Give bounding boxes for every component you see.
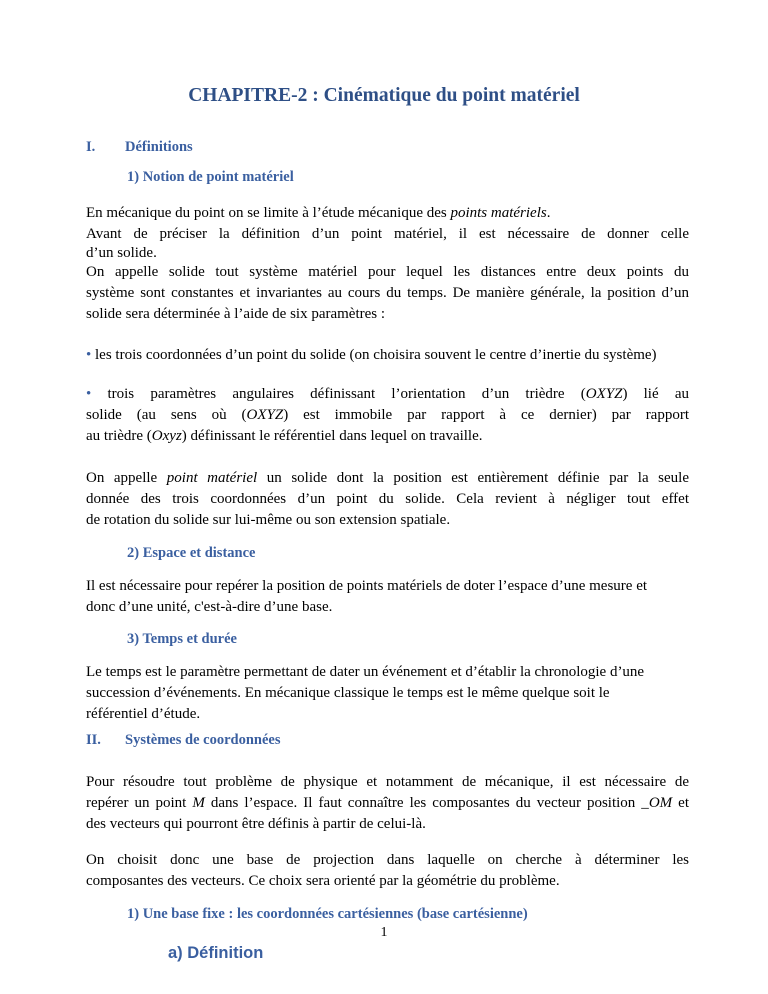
- text-line: donnée des trois coordonnées d’un point du solide. Cela revient à négliger tout effet: [86, 491, 689, 507]
- text-line: système sont constantes et invariantes au cours du temps. De manière générale, la position d’un: [86, 285, 689, 301]
- text-line: composantes des vecteurs. Ce choix sera orienté par la géométrie du problème.: [86, 873, 560, 889]
- section-title: Définitions: [125, 139, 193, 155]
- bullet-item-angles: [86, 384, 689, 447]
- text-line: de rotation du solide sur lui-même ou son extension spatiale.: [86, 512, 451, 528]
- bullet-item-coordinates: [86, 345, 689, 366]
- subsection-heading-base-fixe: 1) Une base fixe : les coordonnées cartésiennes (base cartésienne): [127, 906, 528, 922]
- text-line: • les trois coordonnées d’un point du solide (on choisira souvent le centre d’inertie du système): [86, 347, 657, 363]
- text-line: En mécanique du point on se limite à l’étude mécanique des points matériels.: [86, 205, 551, 221]
- text-line: solide sera déterminée à l’aide de six paramètres :: [86, 306, 386, 322]
- text-line: des vecteurs qui pourront être définis à partir de celui-là.: [86, 816, 426, 832]
- text-line: référentiel d’étude.: [86, 706, 201, 722]
- section-title: Systèmes de coordonnées: [125, 732, 281, 748]
- text-line: d’un solide.: [86, 245, 157, 261]
- text-line: On appelle solide tout système matériel pour lequel les distances entre deux points du: [86, 264, 689, 280]
- text-line: au trièdre (Oxyz) définissant le référentiel dans lequel on travaille.: [86, 428, 483, 444]
- paragraph-definition-point-materiel: [86, 468, 689, 531]
- paragraph-espace: [86, 576, 689, 618]
- text-line: Pour résoudre tout problème de physique et notamment de mécanique, il est nécessaire de: [86, 774, 689, 790]
- bullet-icon: •: [86, 347, 92, 363]
- text-line: Il est nécessaire pour repérer la position de points matériels de doter l’espace d’une mesure et: [86, 578, 648, 594]
- paragraph-intro: [86, 203, 689, 325]
- text-line: donc d’une unité, c'est-à-dire d’une base.: [86, 599, 333, 615]
- page-number: 1: [380, 925, 388, 940]
- text-line: • trois paramètres angulaires définissant l’orientation d’un trièdre (OXYZ) lié au: [86, 386, 689, 402]
- text-line: repérer un point M dans l’espace. Il faut connaître les composantes du vecteur position _OM et: [86, 795, 689, 811]
- paragraph-temps: [86, 662, 689, 725]
- subsection-heading-temps: 3) Temps et durée: [127, 631, 237, 647]
- subsubsection-heading-definition: a) Définition: [168, 944, 264, 962]
- paragraph-base-projection: [86, 850, 689, 892]
- text-line: succession d’événements. En mécanique classique le temps est le même quelque soit le: [86, 685, 610, 701]
- text-line: Avant de préciser la définition d’un point matériel, il est nécessaire de donner celle: [86, 226, 689, 242]
- text-line: solide (au sens où (OXYZ) est immobile par rapport à ce dernier) par rapport: [86, 407, 690, 423]
- paragraph-reperage: [86, 772, 689, 835]
- text-line: Le temps est le paramètre permettant de dater un événement et d’établir la chronologie d’une: [86, 664, 645, 680]
- chapter-title: CHAPITRE-2 : Cinématique du point matériel: [188, 85, 580, 106]
- text-line: On choisit donc une base de projection dans laquelle on cherche à déterminer les: [86, 852, 689, 868]
- section-number: II.: [86, 732, 101, 748]
- subsection-heading-espace: 2) Espace et distance: [127, 545, 256, 561]
- bullet-icon: •: [86, 386, 92, 402]
- subsection-heading-point-materiel: 1) Notion de point matériel: [127, 169, 294, 185]
- section-number: I.: [86, 139, 96, 155]
- text-line: On appelle point matériel un solide dont la position est entièrement définie par la seule: [86, 470, 690, 486]
